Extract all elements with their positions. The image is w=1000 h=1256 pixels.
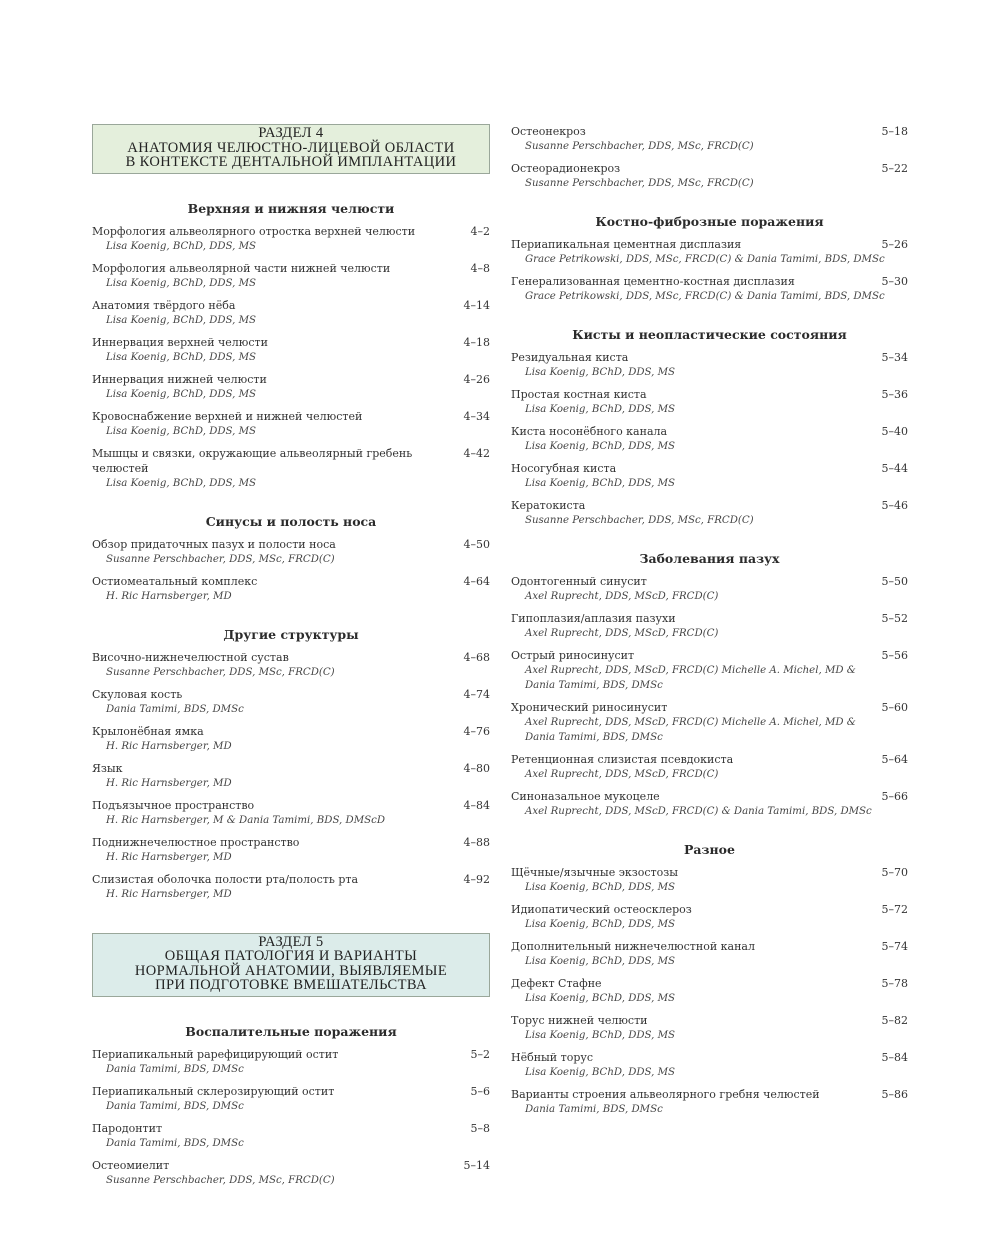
- entry-author: Lisa Koenig, BChD, DDS, MS: [525, 478, 676, 489]
- entry-page-number: 4–92: [463, 872, 490, 886]
- entry-page-number: 4–80: [463, 761, 490, 775]
- subsection-heading: Заболевания пазух: [639, 551, 780, 566]
- entry-page-number: 5–36: [881, 388, 908, 401]
- entry-title: Дефект Стафне: [511, 977, 602, 990]
- entry-author: Axel Ruprecht, DDS, MScD, FRCD(C) & Dania Tamimi, BDS, DMSc: [525, 806, 872, 817]
- entry-page-number: 4–76: [463, 724, 490, 738]
- toc-entry[interactable]: [92, 872, 490, 902]
- entry-title: Височно-нижнечелюстной сустав: [92, 650, 289, 664]
- entry-author: Axel Ruprecht, DDS, MScD, FRCD(C): [525, 591, 719, 602]
- entry-title: Хронический риносинусит: [511, 701, 668, 714]
- toc-entry[interactable]: [92, 574, 490, 604]
- toc-entry[interactable]: [511, 424, 908, 454]
- entry-title: Резидуальная киста: [511, 351, 629, 364]
- entry-page-number: 5–84: [881, 1051, 908, 1064]
- toc-entry[interactable]: [92, 761, 490, 791]
- toc-entry[interactable]: [92, 650, 490, 680]
- entry-author: Lisa Koenig, BChD, DDS, MS: [106, 240, 257, 252]
- toc-entry[interactable]: [511, 498, 908, 528]
- toc-entry[interactable]: [511, 124, 908, 154]
- entry-author: H. Ric Harnsberger, MD: [106, 740, 232, 752]
- entry-title: Язык: [92, 761, 123, 775]
- entry-author: Lisa Koenig, BChD, DDS, MS: [106, 314, 257, 326]
- toc-entry[interactable]: [511, 939, 908, 969]
- entry-page-number: 4–64: [463, 574, 490, 588]
- entry-page-number: 4–14: [463, 298, 490, 312]
- entry-page-number: 5–86: [881, 1088, 908, 1101]
- entry-author: Axel Ruprecht, DDS, MScD, FRCD(C): [525, 769, 719, 780]
- entry-page-number: 5–2: [470, 1047, 490, 1061]
- toc-entry[interactable]: [511, 902, 908, 932]
- entry-title: Скуловая кость: [92, 687, 183, 701]
- section-header-line: АНАТОМИЯ ЧЕЛЮСТНО-ЛИЦЕВОЙ ОБЛАСТИ: [127, 139, 455, 156]
- entry-page-number: 5–6: [470, 1084, 490, 1098]
- section-header-line: РАЗДЕЛ 4: [258, 125, 324, 141]
- entry-title: Варианты строения альвеолярного гребня челюстей: [511, 1088, 820, 1101]
- entry-author: Dania Tamimi, BDS, DMSc: [106, 703, 244, 715]
- toc-entry[interactable]: [511, 387, 908, 417]
- entry-page-number: 4–50: [463, 537, 490, 551]
- entry-page-number: 5–40: [881, 425, 908, 438]
- entry-author: Grace Petrikowski, DDS, MSc, FRCD(C) & Dania Tamimi, BDS, DMSc: [525, 291, 885, 302]
- entry-author: Susanne Perschbacher, DDS, MSc, FRCD(C): [106, 1174, 335, 1186]
- toc-entry[interactable]: [511, 274, 908, 304]
- entry-author: Lisa Koenig, BChD, DDS, MS: [106, 388, 257, 400]
- entry-title: Гипоплазия/аплазия пазухи: [511, 612, 676, 625]
- entry-author: Lisa Koenig, BChD, DDS, MS: [525, 1030, 676, 1041]
- entry-page-number: 5–14: [463, 1158, 490, 1172]
- section-header-line: РАЗДЕЛ 5: [258, 933, 324, 950]
- entry-page-number: 4–2: [470, 224, 490, 238]
- entry-author: Dania Tamimi, BDS, DMSc: [525, 1104, 663, 1115]
- entry-page-number: 5–82: [881, 1014, 908, 1027]
- entry-title: Подъязычное пространство: [92, 798, 255, 812]
- entry-author: Lisa Koenig, BChD, DDS, MS: [525, 956, 676, 967]
- entry-title: Мышцы и связки, окружающие альвеолярный гребень челюстей: [92, 446, 413, 475]
- entry-author: H. Ric Harnsberger, MD: [106, 777, 232, 789]
- toc-entry[interactable]: [92, 446, 490, 491]
- entry-author: Lisa Koenig, BChD, DDS, MS: [525, 367, 676, 378]
- entry-author: Dania Tamimi, BDS, DMSc: [106, 1100, 244, 1112]
- entry-title: Пародонтит: [92, 1121, 163, 1135]
- toc-entry[interactable]: [511, 1087, 908, 1117]
- entry-title: Щёчные/язычные экзостозы: [511, 866, 678, 879]
- toc-entry[interactable]: [92, 409, 490, 439]
- entry-title: Иннервация верхней челюсти: [92, 335, 268, 349]
- entry-title: Торус нижней челюсти: [511, 1014, 648, 1027]
- entry-page-number: 5–52: [881, 612, 908, 625]
- section-header-line: ПРИ ПОДГОТОВКЕ ВМЕШАТЕЛЬСТВА: [155, 977, 427, 993]
- entry-title: Поднижнечелюстное пространство: [92, 835, 300, 849]
- toc-entry[interactable]: [92, 798, 490, 828]
- entry-author: Grace Petrikowski, DDS, MSc, FRCD(C) & Dania Tamimi, BDS, DMSc: [525, 254, 885, 265]
- entry-page-number: 5–60: [881, 701, 908, 714]
- entry-author: H. Ric Harnsberger, MD: [106, 851, 232, 863]
- entry-title: Морфология альвеолярного отростка верхней челюсти: [92, 224, 416, 238]
- entry-author: Lisa Koenig, BChD, DDS, MS: [106, 425, 257, 437]
- toc-entry[interactable]: [511, 1013, 908, 1043]
- entry-page-number: 4–84: [463, 798, 490, 812]
- entry-title: Анатомия твёрдого нёба: [92, 298, 236, 312]
- toc-left-column: [92, 124, 490, 1195]
- entry-title: Кератокиста: [511, 499, 586, 512]
- entry-page-number: 5–56: [881, 649, 908, 662]
- entry-page-number: 4–8: [470, 261, 490, 275]
- toc-entry[interactable]: [92, 835, 490, 865]
- entry-page-number: 4–88: [463, 835, 490, 849]
- entry-title: Генерализованная цементно-костная дисплазия: [511, 275, 795, 288]
- entry-title: Кровоснабжение верхней и нижней челюстей: [92, 409, 363, 423]
- toc-entry[interactable]: [511, 237, 908, 267]
- entry-page-number: 5–74: [881, 940, 908, 953]
- entry-page-number: 5–18: [881, 125, 908, 138]
- entry-author: Dania Tamimi, BDS, DMSc: [106, 1137, 244, 1149]
- subsection-heading: Верхняя и нижняя челюсти: [187, 200, 395, 216]
- toc-entry[interactable]: [92, 224, 490, 254]
- entry-title: Остеомиелит: [92, 1158, 170, 1172]
- entry-author: Lisa Koenig, BChD, DDS, MS: [525, 1067, 676, 1078]
- entry-title: Слизистая оболочка полости рта/полость рта: [92, 872, 358, 886]
- toc-entry[interactable]: [511, 752, 908, 782]
- toc-entry[interactable]: [92, 1158, 490, 1188]
- entry-title: Синоназальное мукоцеле: [511, 790, 660, 803]
- toc-entry[interactable]: [92, 537, 490, 567]
- subsection-heading: Кисты и неопластические состояния: [572, 327, 847, 342]
- entry-title: Периапикальный рарефицирующий остит: [92, 1047, 339, 1061]
- entry-page-number: 5–72: [881, 903, 908, 916]
- entry-title: Периапикальная цементная дисплазия: [511, 238, 742, 251]
- entry-page-number: 5–46: [881, 499, 908, 512]
- section-header-line: В КОНТЕКСТЕ ДЕНТАЛЬНОЙ ИМПЛАНТАЦИИ: [125, 154, 457, 170]
- section-header-box: [92, 124, 490, 174]
- entry-author: Susanne Perschbacher, DDS, MSc, FRCD(C): [525, 178, 754, 189]
- toc-entry[interactable]: [511, 1050, 908, 1080]
- toc-entry[interactable]: [511, 789, 908, 819]
- toc-entry[interactable]: [511, 161, 908, 191]
- section-spacer: [92, 909, 490, 933]
- section-header-box: [92, 933, 490, 997]
- entry-author: H. Ric Harnsberger, MD: [106, 590, 232, 602]
- entry-page-number: 5–78: [881, 977, 908, 990]
- entry-page-number: 5–70: [881, 866, 908, 879]
- entry-author: Susanne Perschbacher, DDS, MSc, FRCD(C): [106, 553, 335, 565]
- entry-title: Обзор придаточных пазух и полости носа: [92, 537, 336, 551]
- entry-author: Lisa Koenig, BChD, DDS, MS: [106, 477, 257, 489]
- toc-entry[interactable]: [511, 574, 908, 604]
- toc-entry[interactable]: [511, 648, 908, 693]
- entry-page-number: 4–74: [463, 687, 490, 701]
- entry-author: Lisa Koenig, BChD, DDS, MS: [106, 351, 257, 363]
- entry-author: Axel Ruprecht, DDS, MScD, FRCD(C) Michelle A. Michel, MD & Dania Tamimi, BDS, DMSc: [525, 665, 856, 691]
- toc-entry[interactable]: [92, 1084, 490, 1114]
- entry-page-number: 5–66: [881, 790, 908, 803]
- entry-title: Одонтогенный синусит: [511, 575, 647, 588]
- entry-title: Нёбный торус: [511, 1051, 594, 1064]
- section-header-line: ОБЩАЯ ПАТОЛОГИЯ И ВАРИАНТЫ: [164, 948, 418, 964]
- entry-title: Острый риносинусит: [511, 649, 635, 662]
- entry-page-number: 5–22: [881, 162, 908, 175]
- section-header-line: НОРМАЛЬНОЙ АНАТОМИИ, ВЫЯВЛЯЕМЫЕ: [134, 962, 448, 979]
- entry-title: Иннервация нижней челюсти: [92, 372, 267, 386]
- subsection-heading: Синусы и полость носа: [205, 513, 377, 529]
- toc-entry[interactable]: [92, 724, 490, 754]
- entry-page-number: 5–64: [881, 753, 908, 766]
- entry-page-number: 5–8: [470, 1121, 490, 1135]
- entry-author: Lisa Koenig, BChD, DDS, MS: [525, 919, 676, 930]
- entry-page-number: 4–68: [463, 650, 490, 664]
- entry-author: Susanne Perschbacher, DDS, MSc, FRCD(C): [525, 141, 754, 152]
- subsection-heading: Другие структуры: [223, 626, 359, 642]
- toc-entry[interactable]: [511, 976, 908, 1006]
- entry-page-number: 4–34: [463, 409, 490, 423]
- entry-title: Простая костная киста: [511, 388, 647, 401]
- toc-entry[interactable]: [511, 865, 908, 895]
- toc-right-column: [511, 124, 908, 1124]
- toc-entry[interactable]: [511, 350, 908, 380]
- entry-author: Lisa Koenig, BChD, DDS, MS: [106, 277, 257, 289]
- toc-entry[interactable]: [92, 1121, 490, 1151]
- entry-title: Носогубная киста: [511, 462, 617, 475]
- toc-entry[interactable]: [511, 700, 908, 745]
- toc-entry[interactable]: [511, 611, 908, 641]
- entry-page-number: 5–26: [881, 238, 908, 251]
- entry-page-number: 5–44: [881, 462, 908, 475]
- entry-title: Остеонекроз: [511, 125, 586, 138]
- entry-author: Lisa Koenig, BChD, DDS, MS: [525, 882, 676, 893]
- entry-title: Остиомеатальный комплекс: [92, 574, 258, 588]
- entry-author: Susanne Perschbacher, DDS, MSc, FRCD(C): [525, 515, 754, 526]
- entry-page-number: 5–34: [881, 351, 908, 364]
- entry-title: Остеорадионекроз: [511, 162, 621, 175]
- toc-entry[interactable]: [92, 298, 490, 328]
- entry-author: H. Ric Harnsberger, M & Dania Tamimi, BDS, DMScD: [106, 814, 385, 826]
- entry-title: Киста носонёбного канала: [511, 425, 668, 438]
- entry-author: Lisa Koenig, BChD, DDS, MS: [525, 404, 676, 415]
- toc-entry[interactable]: [92, 261, 490, 291]
- entry-title: Идиопатический остеосклероз: [511, 903, 692, 916]
- entry-title: Крылонёбная ямка: [92, 724, 204, 738]
- entry-page-number: 5–50: [881, 575, 908, 588]
- entry-author: Dania Tamimi, BDS, DMSc: [106, 1063, 244, 1075]
- entry-title: Морфология альвеолярной части нижней челюсти: [92, 261, 391, 275]
- entry-title: Периапикальный склерозирующий остит: [92, 1084, 335, 1098]
- subsection-heading: Разное: [684, 842, 735, 857]
- toc-entry[interactable]: [92, 372, 490, 402]
- entry-page-number: 4–26: [463, 372, 490, 386]
- entry-author: Axel Ruprecht, DDS, MScD, FRCD(C) Michelle A. Michel, MD & Dania Tamimi, BDS, DMSc: [525, 717, 856, 743]
- toc-entry[interactable]: [92, 335, 490, 365]
- entry-author: Lisa Koenig, BChD, DDS, MS: [525, 441, 676, 452]
- subsection-heading: Воспалительные поражения: [185, 1023, 397, 1039]
- subsection-heading: Костно-фиброзные поражения: [595, 214, 824, 229]
- entry-page-number: 4–42: [463, 446, 490, 460]
- entry-author: Lisa Koenig, BChD, DDS, MS: [525, 993, 676, 1004]
- entry-page-number: 4–18: [463, 335, 490, 349]
- toc-entry[interactable]: [92, 687, 490, 717]
- entry-title: Ретенционная слизистая псевдокиста: [511, 753, 734, 766]
- entry-page-number: 5–30: [881, 275, 908, 288]
- entry-title: Дополнительный нижнечелюстной канал: [511, 940, 755, 953]
- entry-author: Axel Ruprecht, DDS, MScD, FRCD(C): [525, 628, 719, 639]
- entry-author: Susanne Perschbacher, DDS, MSc, FRCD(C): [106, 666, 335, 678]
- toc-entry[interactable]: [511, 461, 908, 491]
- toc-entry[interactable]: [92, 1047, 490, 1077]
- entry-author: H. Ric Harnsberger, MD: [106, 888, 232, 900]
